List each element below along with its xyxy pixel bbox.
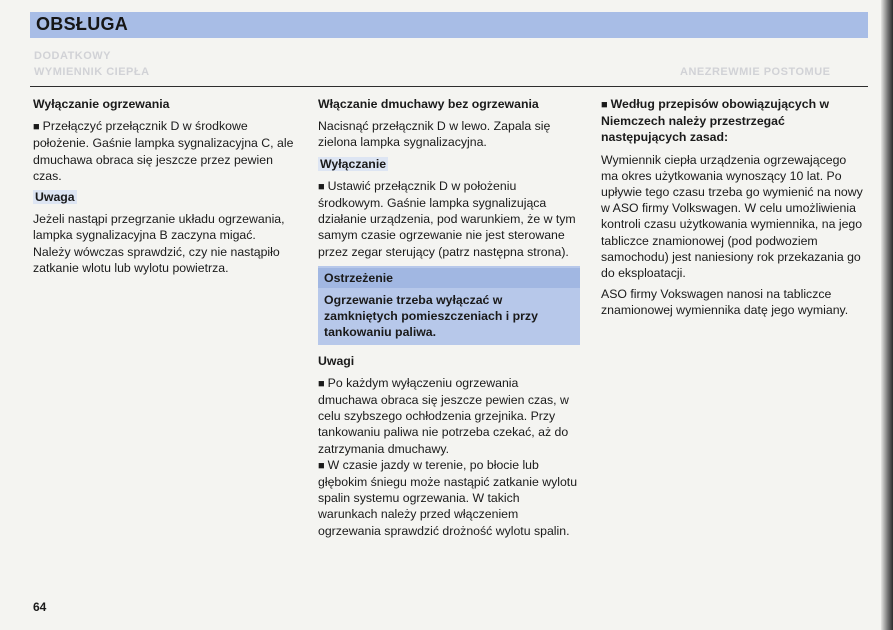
- paragraph-heat-exchanger: Wymiennik ciepła urządzenia ogrzewającego ma okres użytkowania wynoszący 10 lat. Po upływie tego czasu trzeba go wymienić na nowy w ASO firmy Volkswagen. W celu umożliwienia kontroli czasu użytkowania wymiennika, na jego tabliczce znamionowej (pod podwoziem samochodu) jest naniesiony rok przekazania go do eksploatacji.: [601, 152, 863, 281]
- paragraph-switch-off: ■ Ustawić przełącznik D w położeniu środkowym. Gaśnie lampka sygnalizująca działanie urządzenia, pod warunkiem, że w tym samym czasie ogrzewanie nie jest sterowane przez zegar sterujący (patrz następna strona).: [318, 178, 576, 259]
- column-middle: [318, 96, 580, 544]
- heading-heating-off: Wyłączanie ogrzewania: [33, 97, 170, 111]
- column-left: [33, 96, 295, 281]
- page-number: 64: [33, 600, 47, 614]
- heading-switch-off: Wyłączanie: [320, 156, 387, 171]
- section-title: OBSŁUGA: [36, 14, 129, 34]
- header-rule: [30, 86, 868, 87]
- paragraph-fan-only: Nacisnąć przełącznik D w lewo. Zapala się zielona lampka sygnalizacyjna.: [318, 119, 551, 150]
- square-bullet-icon: ■: [601, 99, 608, 111]
- warning-text: Ogrzewanie trzeba wyłączać w zamkniętych pomieszczeniach i przy tankowaniu paliwa.: [324, 293, 538, 340]
- show-through-text: ANEZREWMIE POSTOMUE: [680, 66, 831, 78]
- paragraph-aso-date: ASO firmy Vokswagen nanosi na tabliczce znamionowej wymiennika datę jego wymiany.: [601, 287, 849, 318]
- column-right: [601, 96, 866, 324]
- paragraph-note: Jeżeli nastąpi przegrzanie układu ogrzewania, lampka sygnalizacyjna B zaczyna migać. Należy wówczas sprawdzić, czy nie nastąpiło zatkanie wlotu lub wylotu powietrza.: [33, 212, 285, 275]
- section-header: [30, 12, 868, 38]
- heading-note: Uwaga: [35, 190, 75, 205]
- heading-fan-only: Włączanie dmuchawy bez ogrzewania: [318, 97, 539, 111]
- page-edge-shadow: [881, 0, 893, 630]
- paragraph-remarks-1: ■ Po każdym wyłączeniu ogrzewania dmuchawa obraca się jeszcze pewien czas, w celu szybszego ochłodzenia grzejnika. Przy tankowaniu paliwa nie potrzeba czekać, aż do zatrzymania dmuchawy.: [318, 375, 569, 456]
- paragraph-heating-off: ■ Przełączyć przełącznik D w środkowe położenie. Gaśnie lampka sygnalizacyjna C, ale dmuchawa obraca się jeszcze przez pewien czas.: [33, 119, 294, 183]
- square-bullet-icon: ■: [318, 377, 325, 390]
- show-through-text: WYMIENNIK CIEPŁA: [34, 66, 150, 78]
- heading-remarks: Uwagi: [318, 353, 355, 368]
- square-bullet-icon: ■: [318, 459, 325, 472]
- warning-title: Ostrzeżenie: [318, 268, 580, 288]
- show-through-text: DODATKOWY: [34, 50, 112, 62]
- warning-box: [318, 266, 580, 345]
- paragraph-remarks-2: ■ W czasie jazdy w terenie, po błocie lub głębokim śniegu może nastąpić zatkanie wylotu spalin systemu ogrzewania. W takich warunkach należy przed włączeniem ogrzewania sprawdzić drożność wylotu spalin.: [318, 457, 578, 538]
- square-bullet-icon: ■: [318, 180, 325, 193]
- heading-germany-rules: ■ Według przepisów obowiązujących w Niemczech należy przestrzegać następujących zasad:: [601, 97, 830, 145]
- square-bullet-icon: ■: [33, 121, 40, 134]
